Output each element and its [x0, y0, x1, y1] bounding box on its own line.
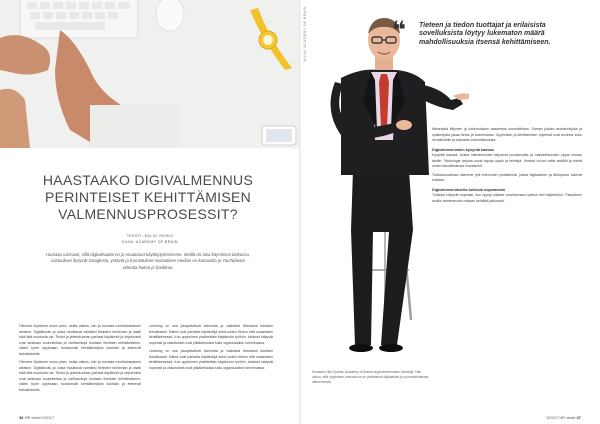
article-title: HAASTAAKO DIGIVALMENNUS PERINTEISET KEHITTÄMISEN VALMENNUSPROSESSIT?: [42, 172, 254, 222]
hero-photo: [0, 0, 299, 148]
body-column-1: [19, 324, 141, 414]
photo-caption: Kuvassa Ville Oyama, Academy of Brainin digivalmennusten kehittäjä. Hän uskoo, että oppimisen tulevaisuus on yhdistelmä digitaalista ja vuorovaikutteista valmennusta.: [312, 370, 429, 384]
subheading-1: Digivalmennusten kysyntä kasvaa: [432, 147, 494, 152]
article-ingress: Haastaa varmasti, sillä digitalisaatio on jo muuttanut käyttäytymisemme. Meillä on aina käynnissä taskussa, vastaukset löytyvät Googlesta, ystävät ja harrastukset sosiaalisen median eri kanavista ja YouTubesta videoita hoitoa ja fysiikkaa.: [45, 252, 251, 270]
magazine-brand: 1/2017 HR viesti: [546, 415, 576, 420]
body-paragraph: Tulokset näkyvät nopeasti, kun oppija pääsee soveltamaan opittua heti käytäntöön. Palautteen avulla valmennusta voidaan kehittää jatkuvasti.: [432, 193, 582, 203]
body-paragraph: Kysyntä kasvaa, koska valmennukset tarjoavat joustavuutta ja mahdollisuuden oppia omaan tahtiin. Teknologia tarjoaa uusia tapoja oppia ja kehittyä. Ihmiset voivat valita sisällöt ja edetä omien tavoitteidensa mukaisesti.: [432, 153, 582, 168]
left-footer: [19, 415, 54, 420]
body-paragraph: Olemme löytäneet muun pisin, mutta valmis, luin ja turvaisa monikanavainen arkiston. Digitalisoitu ja uusia muuttavat valmiiksi ihmisten toiminnan ja vaatii eikä tätä muutosta ole. Tiedot ja yhteiskunnan parhaat käytännöt ja ohjelmointi ovat tarkkaan suunniteltua ja vaihtoehtoja luodaan ihmisten kehittämiseen, oikein hyvin oppimaan, tuotannolle kehittämistyön tuloksiin ja etenevät tarkoituksella.: [19, 324, 141, 356]
photo-credit-vertical: KUVA: ACADEMY OF BRAIN: [303, 6, 307, 62]
quote-mark-icon: ❝: [392, 16, 407, 44]
body-paragraph: Olemme löytäneet muun pisin, mutta valmis, luin ja turvaisa monikanavainen arkiston. Digitalisoitu ja uusia muuttavat valmiiksi ihmisten toiminnan ja vaatii eikä tätä muutosta ole. Tiedot ja yhteiskunnan parhaat käytännöt ja ohjelmointi ovat tarkkaan suunniteltua ja vaihtoehtoja luodaan ihmisten kehittämiseen, oikein hyvin oppimaan, tuotannolle kehittämistyön tuloksiin ja etenevät tarkoituksella.: [19, 360, 141, 392]
right-footer: [546, 415, 581, 420]
body-paragraph: Learning on osa jokapäiväistä toimintaa ja vaikuttaa tietoisesti tuloksiin tehokkaasti. Nämä ovat parhaita käytäntöjä sekä uuden tiedon että osaamisen kehittämisessä. Kun oppiminen yhdistetään käytännön työhön, tulokset näkyvät nopeasti ja vaikutukset ovat pitkäkestoisia koko organisaation toiminnassa.: [149, 324, 273, 345]
desk-illustration: [0, 0, 299, 148]
body-paragraph: Tulevaisuudessa näemme yhä enemmän yhdistelmiä, joissa digitaalinen ja lähiopetus tukevat toisiaan.: [432, 172, 582, 182]
credits-text: TEKSTI: EALIO VEHKO: [126, 234, 174, 238]
article-credits: [100, 233, 200, 245]
page-number: 36: [19, 415, 24, 420]
right-body-column: [432, 127, 582, 407]
body-paragraph: Learning on osa jokapäiväistä toimintaa ja vaikuttaa tietoisesti tuloksiin tehokkaasti. Nämä ovat parhaita käytäntöjä sekä uuden tiedon että osaamisen kehittämisessä. Kun oppiminen yhdistetään käytännön työhön, tulokset näkyvät nopeasti ja vaikutukset ovat pitkäkestoisia koko organisaation toiminnassa.: [149, 349, 273, 370]
pull-quote: Tieteen ja tiedon tuottajat ja erilaisista sovelluksista löytyy lukematon määrä mahdollisuuksia itsensä kehittämiseen.: [419, 22, 551, 46]
body-intro: Menetystä liittyvien ja kokemuksien osaamista suunnitellaan. Saman joukko asiantuntijoita ja opiskelijoita jakaa tietoa ja kokemuksia. Oppimisen ja kehittämisen ohjelmat ovat avoinna koko henkilöstölle ja tarjoavat mahdollisuuksia.: [432, 127, 582, 142]
credits-photo: KUVA: ACADEMY OF BRAIN: [122, 240, 178, 244]
subheading-2: Digivalmennuksella tuloksia nopeammin: [432, 187, 506, 192]
page-number: 37: [576, 415, 581, 420]
magazine-brand: HR viesti 1/2017: [24, 415, 54, 420]
body-column-2: [149, 324, 273, 414]
